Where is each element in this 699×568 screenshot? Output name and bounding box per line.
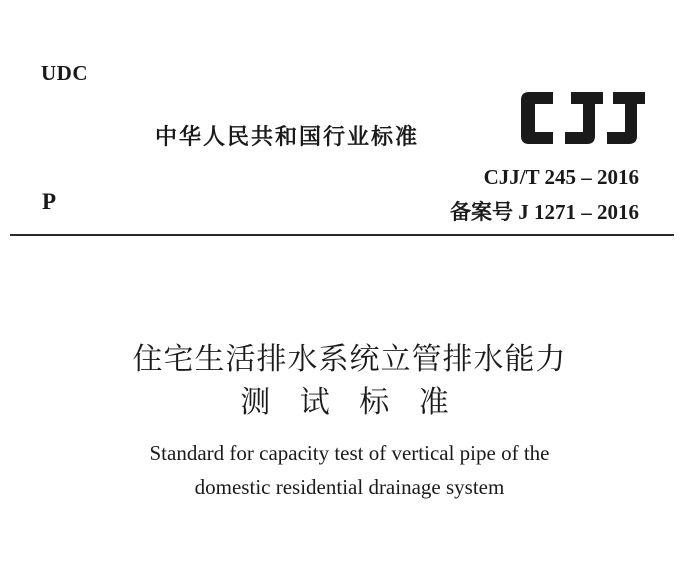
title-chinese-line-2: 测 试 标 准: [240, 385, 459, 420]
title-chinese-line-1: 住宅生活排水系统立管排水能力: [132, 342, 567, 377]
udc-label: UDC: [41, 61, 88, 85]
record-number: 备案号 J 1271 – 2016: [450, 200, 639, 224]
cjj-logo: [519, 86, 649, 150]
standard-code: CJJ/T 245 – 2016: [483, 165, 639, 189]
issuer-title: 中华人民共和国行业标准: [155, 125, 420, 150]
title-english-line-1: Standard for capacity test of vertical pipe of the: [149, 441, 550, 465]
title-english-line-2: domestic residential drainage system: [194, 475, 505, 499]
classification-label: P: [42, 189, 57, 214]
header-divider: [10, 234, 674, 236]
